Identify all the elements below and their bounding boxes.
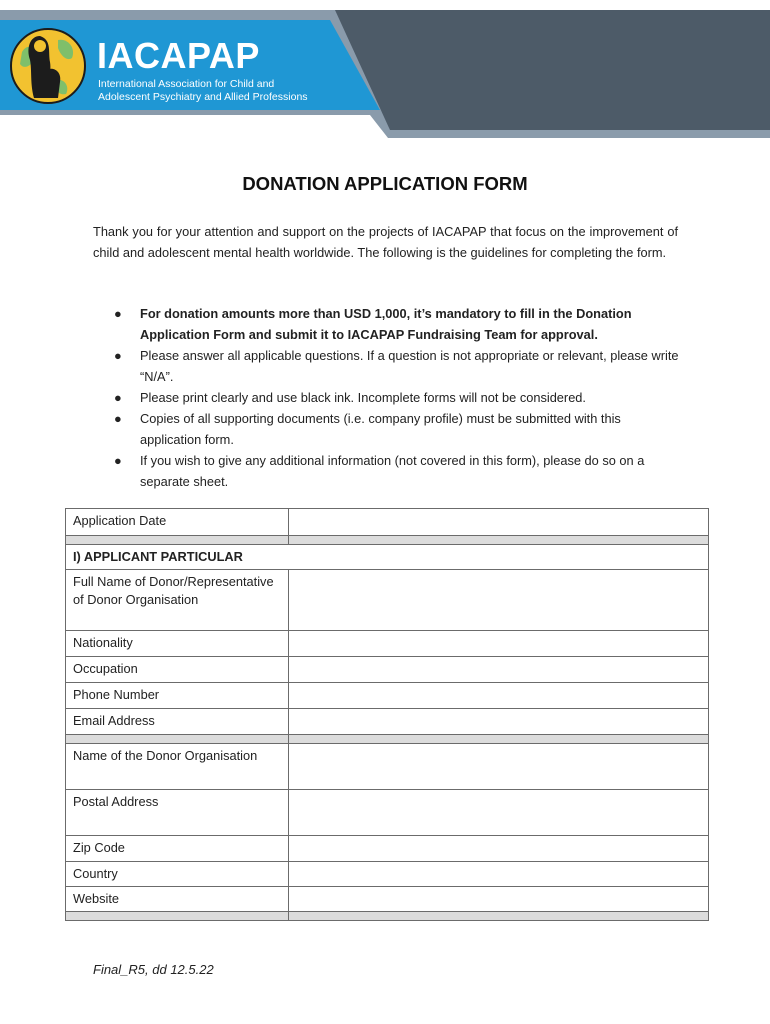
document-version: Final_R5, dd 12.5.22: [93, 962, 214, 977]
guideline-item: [93, 303, 683, 345]
postal-address-label: Postal Address: [66, 790, 289, 836]
phone-label: Phone Number: [66, 683, 289, 709]
occupation-field[interactable]: [289, 657, 709, 683]
website-label: Website: [66, 887, 289, 912]
form-spacer: [66, 536, 709, 545]
nationality-label: Nationality: [66, 631, 289, 657]
form-spacer: [66, 912, 709, 921]
email-field[interactable]: [289, 709, 709, 735]
full-name-label: Full Name of Donor/Representative of Donor Organisation: [66, 570, 289, 631]
form-row: [66, 570, 709, 631]
email-label: Email Address: [66, 709, 289, 735]
form-row: [66, 887, 709, 912]
bullet-icon: ●: [114, 306, 122, 321]
application-date-field[interactable]: [289, 509, 709, 536]
org-name-line-2: Adolescent Psychiatry and Allied Professions: [98, 91, 308, 103]
guideline-text: For donation amounts more than USD 1,000, it’s mandatory to fill in the Donation Application Form and submit it to IACAPAP Fundraising Team for approval.: [140, 306, 632, 342]
guideline-text: Copies of all supporting documents (i.e. company profile) must be submitted with this application form.: [140, 411, 621, 447]
section-title-applicant: I) APPLICANT PARTICULAR: [66, 545, 709, 570]
form-row: [66, 709, 709, 735]
guideline-item: [93, 387, 683, 408]
form-row: [66, 836, 709, 862]
org-abbreviation: IACAPAP: [97, 35, 260, 76]
form-row: [66, 657, 709, 683]
zip-code-label: Zip Code: [66, 836, 289, 862]
guidelines-list: [93, 303, 683, 492]
guideline-item: [93, 450, 683, 492]
occupation-label: Occupation: [66, 657, 289, 683]
bullet-icon: ●: [114, 453, 122, 468]
donation-form-table: [65, 508, 709, 921]
header-banner: [0, 0, 770, 145]
intro-paragraph: Thank you for your attention and support on the projects of IACAPAP that focus on the improvement of child and adolescent mental health worldwide. The following is the guidelines for completing the form.: [93, 224, 678, 260]
logo-icon: [11, 29, 85, 103]
guideline-item: [93, 408, 683, 450]
form-section-header: [66, 545, 709, 570]
form-row: [66, 790, 709, 836]
full-name-field[interactable]: [289, 570, 709, 631]
guideline-text: Please answer all applicable questions. If a question is not appropriate or relevant, please write “N/A”.: [140, 348, 679, 384]
guideline-text: If you wish to give any additional information (not covered in this form), please do so on a separate sheet.: [140, 453, 645, 489]
application-date-label: Application Date: [66, 509, 289, 536]
zip-code-field[interactable]: [289, 836, 709, 862]
bullet-icon: ●: [114, 411, 122, 426]
postal-address-field[interactable]: [289, 790, 709, 836]
country-field[interactable]: [289, 862, 709, 887]
bullet-icon: ●: [114, 390, 122, 405]
form-row: [66, 631, 709, 657]
phone-field[interactable]: [289, 683, 709, 709]
form-row: [66, 683, 709, 709]
bullet-icon: ●: [114, 348, 122, 363]
org-name-label: Name of the Donor Organisation: [66, 744, 289, 790]
org-full-name: [98, 78, 308, 104]
form-row: [66, 744, 709, 790]
page-title: DONATION APPLICATION FORM: [242, 173, 528, 194]
org-name-line-1: International Association for Child and: [98, 78, 275, 90]
org-name-field[interactable]: [289, 744, 709, 790]
website-field[interactable]: [289, 887, 709, 912]
country-label: Country: [66, 862, 289, 887]
guideline-item: [93, 345, 683, 387]
form-row: [66, 862, 709, 887]
form-row: [66, 509, 709, 536]
guideline-text: Please print clearly and use black ink. Incomplete forms will not be considered.: [140, 390, 586, 405]
banner-dark-shape: [335, 10, 770, 130]
form-spacer: [66, 735, 709, 744]
nationality-field[interactable]: [289, 631, 709, 657]
